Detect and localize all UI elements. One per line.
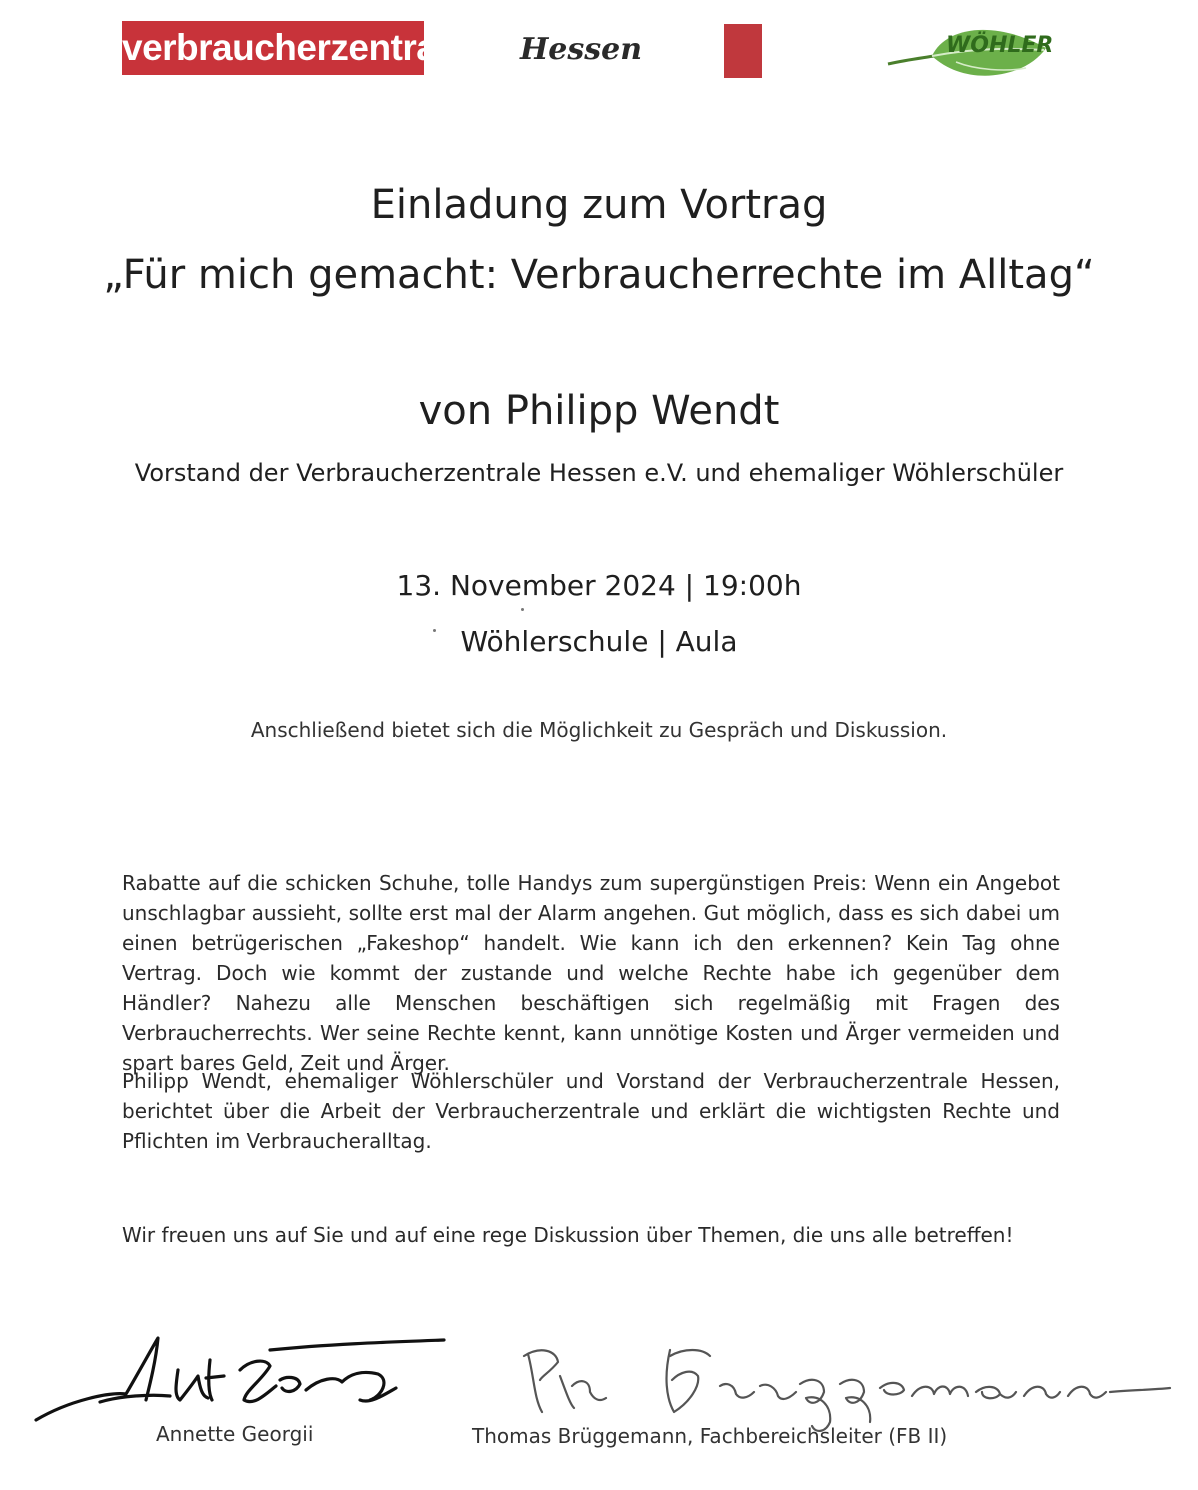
hessen-logo-square <box>724 24 762 78</box>
leaf-icon <box>886 18 1054 86</box>
scan-speck <box>433 629 436 632</box>
svg-text:WÖHLER: WÖHLER <box>946 33 1054 58</box>
signature-georgii <box>30 1330 450 1430</box>
body-paragraph-2: Philipp Wendt, ehemaliger Wöhlerschüler und Vorstand der Verbraucherzentrale Hessen, berichtet über die Arbeit der Verbraucherzentrale und erklärt die wichtigsten Rechte und Pflichten im Verbraucheralltag. <box>122 1069 1060 1153</box>
woehler-logo <box>886 18 1054 86</box>
event-date-time: 13. November 2024 | 19:00h <box>396 569 802 602</box>
signer-name-1: Annette Georgii <box>156 1422 314 1446</box>
invitation-title: Einladung zum Vortrag <box>370 182 828 228</box>
verbraucherzentrale-logo: verbraucherzentrale <box>122 21 424 75</box>
discussion-note: Anschließend bietet sich die Möglichkeit zu Gespräch und Diskussion. <box>250 718 948 742</box>
closing-line: Wir freuen uns auf Sie und auf eine rege Diskussion über Themen, die uns alle betreffen! <box>122 1223 1014 1247</box>
signature-brueggemann <box>520 1336 1180 1436</box>
scan-speck <box>521 608 524 611</box>
speaker-role: Vorstand der Verbraucherzentrale Hessen e.V. und ehemaliger Wöhlerschüler <box>134 459 1064 487</box>
hessen-logo: Hessen <box>519 32 643 67</box>
speaker-name: von Philipp Wendt <box>418 388 780 434</box>
lecture-title: „Für mich gemacht: Verbraucherrechte im Alltag“ <box>103 252 1095 298</box>
body-paragraph-1: Rabatte auf die schicken Schuhe, tolle Handys zum supergünstigen Preis: Wenn ein Angebot unschlagbar aussieht, sollte erst mal der Alarm angehen. Gut möglich, dass es sich dabei um einen betrügerischen „Fakeshop“ handelt. Wie kann ich den erkennen? Kein Tag ohne Vertrag. Doch wie kommt der zustande und welche Rechte habe ich gegenüber dem Händler? Nahezu alle Menschen beschäftigen sich regelmäßig mit Fragen des Verbraucherrechts. Wer seine Rechte kennt, kann unnötige Kosten und Ärger vermeiden und spart bares Geld, Zeit und Ärger. <box>122 871 1060 1075</box>
signer-name-2: Thomas Brüggemann, Fachbereichsleiter (FB II) <box>472 1424 948 1448</box>
event-location: Wöhlerschule | Aula <box>460 625 738 658</box>
